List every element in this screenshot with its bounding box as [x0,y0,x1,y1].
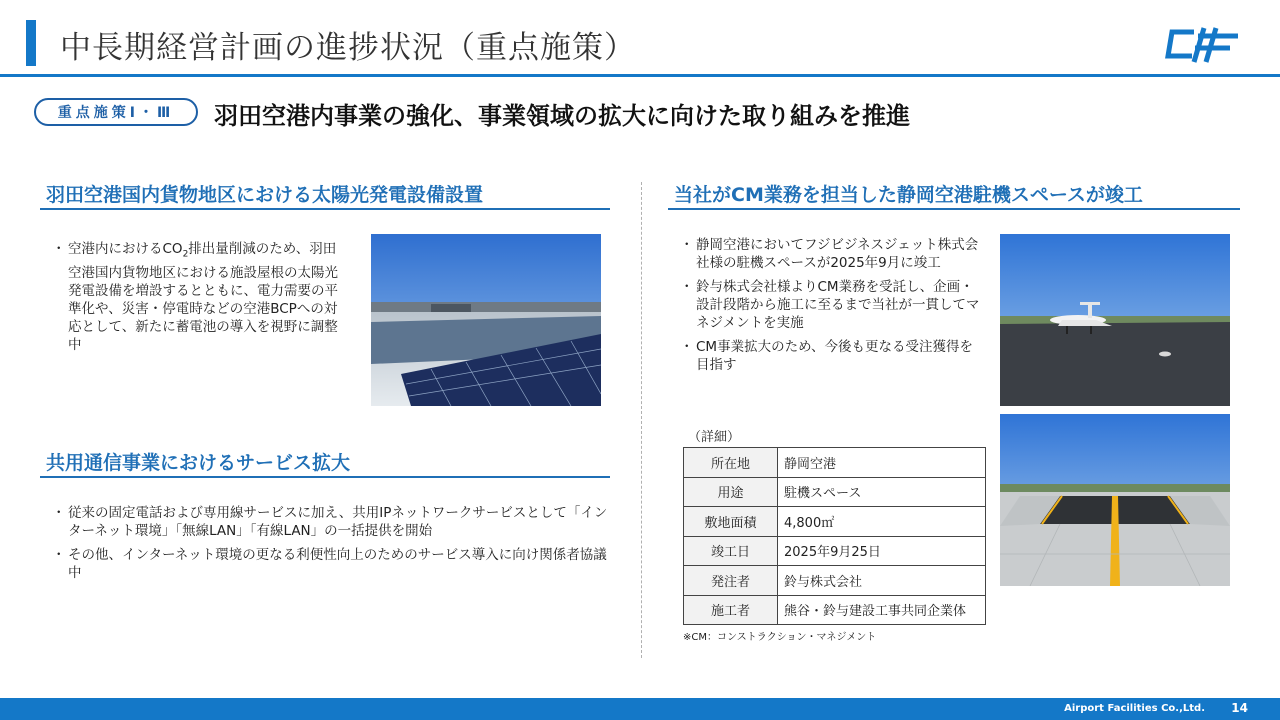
details-table [683,447,986,625]
apron-photo [1000,414,1230,586]
telecom-heading-rule [40,476,610,478]
column-divider [641,182,642,658]
telecom-bullet: ・ 従来の固定電話および専用線サービスに加え、共用IPネットワークサービスとして「インターネット環境」「無線LAN」「有線LAN」の一括提供を開始 [56,504,608,540]
table-row: 敷地面積 4,800㎡ [684,507,986,537]
telecom-heading: 共用通信事業におけるサービス拡大 [46,452,351,474]
header-divider [0,74,1280,77]
footer-company: Airport Facilities Co.,Ltd. [1064,703,1205,714]
shizuoka-bullet: ・ 静岡空港においてフジビジネスジェット株式会社様の駐機スペースが2025年9月に竣工 [684,236,986,272]
page-number: 14 [1231,701,1248,715]
strategy-tag-label: 重点施策Ⅰ・Ⅲ [57,105,175,121]
strategy-tag [34,98,198,126]
section-headline: 羽田空港内事業の強化、事業領域の拡大に向けた取り組みを推進 [214,102,910,130]
solar-heading-rule [40,208,610,210]
cm-footnote: ※CM：コンストラクション・マネジメント [683,632,877,643]
solar-panel-photo [371,234,601,406]
table-row: 所在地 静岡空港 [684,448,986,478]
telecom-bullets [56,504,608,588]
solar-bullets [56,240,346,360]
shizuoka-bullets [684,236,986,380]
footer-bar [0,698,1280,720]
shizuoka-heading-rule [668,208,1240,210]
telecom-bullet: ・ その他、インターネット環境の更なる利便性向上のためのサービス導入に向け関係者協議中 [56,546,608,582]
table-row: 発注者 鈴与株式会社 [684,566,986,596]
business-jet-photo [1000,234,1230,406]
table-row: 竣工日 2025年9月25日 [684,536,986,566]
shizuoka-heading: 当社がCM業務を担当した静岡空港駐機スペースが竣工 [674,184,1143,206]
table-row: 施工者 熊谷・鈴与建設工事共同企業体 [684,595,986,625]
table-row: 用途 駐機スペース [684,477,986,507]
shizuoka-bullet: ・ CM事業拡大のため、今後も更なる受注獲得を目指す [684,338,986,374]
details-label: （詳細） [688,430,741,445]
page-title: 中長期経営計画の進捗状況（重点施策） [60,30,636,66]
company-logo [1164,24,1240,64]
title-accent-bar [26,20,36,66]
shizuoka-bullet: ・ 鈴与株式会社様よりCM業務を受託し、企画・設計段階から施工に至るまで当社が一貫してマネジメントを実施 [684,278,986,332]
solar-bullet: ・ 空港内における$CO_2$排出量削減のため、羽田空港国内貨物地区における施設屋根の太陽光発電設備を増設するとともに、電力需要の平準化や、災害・停電時などの空港BCPへの対応として、新たに蓄電池の導入を視野に調整中 [56,240,346,354]
solar-heading: 羽田空港国内貨物地区における太陽光発電設備設置 [46,184,484,206]
